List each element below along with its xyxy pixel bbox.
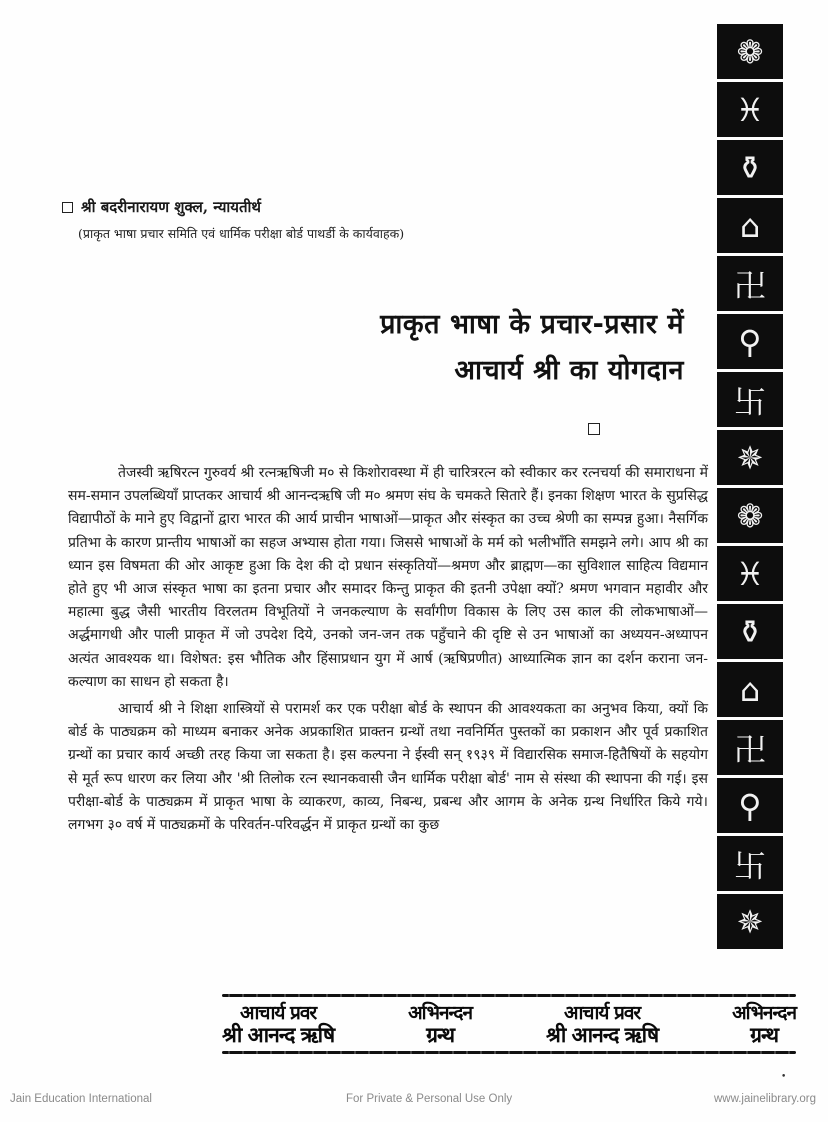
mirror-icon: ❁ bbox=[717, 24, 783, 79]
banner-unit bbox=[546, 1002, 658, 1046]
banner-unit bbox=[732, 1002, 796, 1046]
shrivatsa-mirror-icon: ⚲ bbox=[717, 314, 783, 369]
nandyavarta-icon: 卍 bbox=[717, 720, 783, 775]
bhadrasan-throne-icon: ⌂ bbox=[717, 198, 783, 253]
banner-line-2: श्री आनन्द ऋषि bbox=[222, 1023, 335, 1047]
kalash-icon: ⚱ bbox=[717, 140, 783, 195]
author-line bbox=[62, 197, 404, 217]
banner-line-1: अभिनन्दन bbox=[732, 1002, 796, 1024]
fish-pair-icon: ♓ bbox=[717, 546, 783, 601]
title-line-2: आचार्य श्री का योगदान bbox=[454, 355, 684, 386]
square-ornament-icon bbox=[588, 423, 600, 435]
nandyavarta-icon: 卍 bbox=[717, 256, 783, 311]
print-speck: • bbox=[781, 1072, 787, 1082]
banner-unit bbox=[408, 1002, 472, 1046]
banner-content bbox=[222, 1000, 796, 1048]
banner-line-1: आचार्य प्रवर bbox=[563, 1002, 641, 1024]
abhinandan-granth-banner bbox=[222, 988, 796, 1056]
banner-line-2: ग्रन्थ bbox=[426, 1023, 455, 1047]
author-block bbox=[62, 197, 404, 242]
fish-pair-icon: ♓ bbox=[717, 82, 783, 137]
footer-publisher: Jain Education International bbox=[10, 1093, 152, 1105]
swastika-icon: 卐 bbox=[717, 372, 783, 427]
page-footer bbox=[0, 1090, 828, 1110]
shrivatsa-mirror-icon: ⚲ bbox=[717, 778, 783, 833]
banner-top-border bbox=[222, 994, 796, 997]
banner-bottom-border bbox=[222, 1051, 796, 1054]
author-role: (प्राकृत भाषा प्रचार समिति एवं धार्मिक परीक्षा बोर्ड पाथर्डी के कार्यवाहक) bbox=[78, 226, 405, 241]
kalash-icon: ⚱ bbox=[717, 604, 783, 659]
banner-line-2: श्री आनन्द ऋषि bbox=[545, 1023, 659, 1047]
banner-line-1: अभिनन्दन bbox=[408, 1002, 473, 1024]
footer-usage-note: For Private & Personal Use Only bbox=[346, 1093, 513, 1105]
banner-unit bbox=[222, 1002, 334, 1046]
mirror-icon: ❁ bbox=[717, 488, 783, 543]
swastika-icon: 卐 bbox=[717, 836, 783, 891]
author-name: श्री बदरीनारायण शुक्ल, न्यायतीर्थ bbox=[81, 198, 261, 216]
square-bullet-icon bbox=[62, 202, 73, 213]
title-line-1: प्राकृत भाषा के प्रचार-प्रसार में bbox=[380, 309, 684, 340]
footer-website-link[interactable]: www.jainelibrary.org bbox=[713, 1093, 816, 1105]
bhadrasan-throne-icon: ⌂ bbox=[717, 662, 783, 717]
paragraph-2: आचार्य श्री ने शिक्षा शास्त्रियों से परामर्श कर एक परीक्षा बोर्ड के स्थापन की आवश्यकता का अनुभव किया, क्यों कि बोर्ड के पाठ्यक्रम को माध्यम बनाकर अनेक अप्रकाशित प्राक्तन ग्रन्थों तथा नवनिर्मित पुस्तकों का प्रकाशन और पूर्व प्रकाशित ग्रन्थों का प्रचार कार्य अच्छी तरह किया जा सकता है। इस कल्पना ने ईस्वी सन् १९३९ में विद्यारसिक समाज-हितैषियों के सहयोग से मूर्त रूप धारण कर लिया और 'श्री तिलोक रत्न स्थानकवासी जैन धार्मिक परीक्षा बोर्ड' नाम से संस्था की स्थापना की गई। इस परीक्षा-बोर्ड के पाठ्यक्रम में प्राकृत भाषा के व्याकरण, काव्य, निबन्ध, प्रबन्ध और आगम के अनेक ग्रन्थ निर्धारित किये गये। लगभग ३० वर्ष में पाठ्यक्रमों के परिवर्तन-परिवर्द्धन में प्राकृत ग्रन्थों का कुछ bbox=[68, 701, 708, 834]
article-body bbox=[68, 462, 708, 841]
article-title bbox=[300, 302, 684, 394]
star-lotus-icon: ✵ bbox=[717, 430, 783, 485]
banner-line-1: आचार्य प्रवर bbox=[240, 1002, 317, 1024]
banner-line-2: ग्रन्थ bbox=[750, 1023, 778, 1047]
star-lotus-icon: ✵ bbox=[717, 894, 783, 949]
paragraph-1: तेजस्वी ऋषिरत्न गुरुवर्य श्री रत्नऋषिजी म० से किशोरावस्था में ही चारित्ररत्न को स्वीकार कर रत्नचर्या की समाराधना में सम-समान उपलब्धियाँ प्राप्तकर आचार्य श्री आनन्दऋषि जी म० श्रमण संघ के चमकते सितारे हैं। इनका शिक्षण भारत के सुप्रसिद्ध विद्यापीठों के माने हुए विद्वानों द्वारा भारत की आर्य प्राचीन भाषाओं—प्राकृत और संस्कृत का उच्च श्रेणी का सम्पन्न हुआ। नैसर्गिक प्रतिभा के कारण प्रान्तीय भाषाओं का सहज अभ्यास होता गया। जिससे भाषाओं के मर्म को भलीभाँति समझने लगे। आप श्री का ध्यान इस विषमता की ओर आकृष्ट हुआ कि देश की दो प्रधान संस्कृतियों—श्रमण और ब्राह्मण—का सुविशाल साहित्य विद्यमान होते हुए भी आज संस्कृत भाषा का इतना प्रचार और समादर किन्तु प्राकृत की इतनी उपेक्षा क्यों? श्रमण भगवान महावीर और महात्मा बुद्ध जैसी भारतीय विरलतम विभूतियों ने जनकल्याण के सर्वांगीण विकास के लिए उस काल की लोकभाषाओं—अर्द्धमागधी और पाली प्राकृत में जो उपदेश दिये, उनको जन-जन तक पहुँचाने की दृष्टि से उन भाषाओं का अध्ययन-अध्यापन अत्यंत आवश्यक था। विशेषत: इस भौतिक और हिंसाप्रधान युग में आर्ष (ऋषिप्रणीत) आध्यात्मिक ज्ञान का दर्शन कराना जन-कल्याण का साधन हो सकता है। bbox=[68, 465, 708, 690]
ashtamangala-symbol-strip bbox=[717, 24, 783, 949]
